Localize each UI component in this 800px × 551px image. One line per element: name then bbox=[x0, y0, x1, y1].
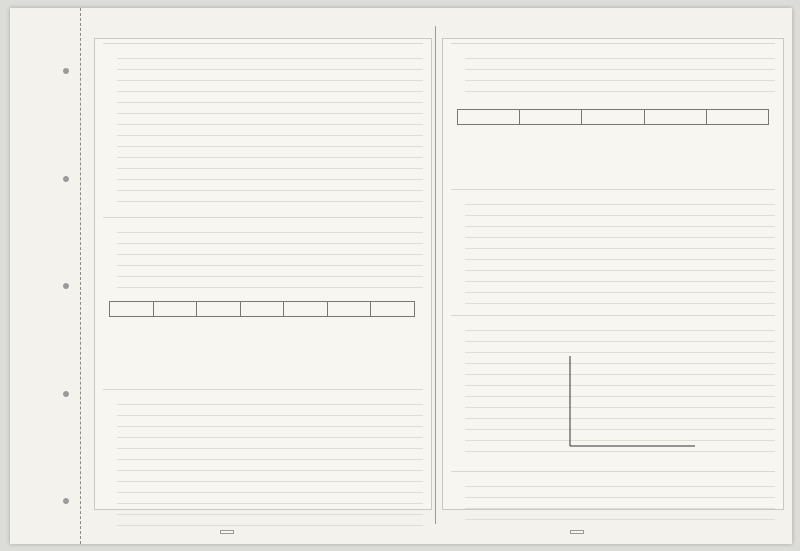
table-header bbox=[582, 110, 644, 125]
binding-dot bbox=[63, 283, 69, 289]
table-header bbox=[458, 110, 520, 125]
table-header-row bbox=[110, 302, 415, 317]
table-header bbox=[706, 110, 768, 125]
left-page bbox=[94, 38, 432, 510]
question-text bbox=[465, 194, 775, 306]
question-block bbox=[451, 471, 775, 532]
binding-dot bbox=[63, 68, 69, 74]
question-block bbox=[103, 43, 423, 214]
table-header bbox=[110, 302, 154, 317]
page-divider bbox=[435, 26, 436, 524]
binding-margin bbox=[10, 8, 81, 544]
binding-dot bbox=[63, 176, 69, 182]
binding-dot bbox=[63, 498, 69, 504]
exam-sheet bbox=[10, 8, 792, 544]
question-text bbox=[117, 222, 423, 294]
question-block bbox=[451, 43, 775, 104]
table-header bbox=[153, 302, 197, 317]
question-text bbox=[465, 476, 775, 528]
binding-holes bbox=[60, 68, 72, 504]
page-footer-right bbox=[570, 530, 584, 534]
question-text bbox=[465, 48, 775, 100]
question-block bbox=[451, 189, 775, 310]
question-text bbox=[117, 394, 423, 526]
table-header bbox=[197, 302, 241, 317]
question-text bbox=[117, 48, 423, 210]
question-block bbox=[103, 217, 423, 298]
table-header-row bbox=[458, 110, 769, 125]
binding-dot bbox=[63, 391, 69, 397]
table-header bbox=[520, 110, 582, 125]
table-header bbox=[327, 302, 371, 317]
line-chart bbox=[550, 351, 700, 461]
page-footer-left bbox=[220, 530, 234, 534]
question-block bbox=[103, 389, 423, 530]
data-table bbox=[457, 109, 769, 125]
data-table bbox=[109, 301, 415, 317]
table-header bbox=[644, 110, 706, 125]
table-header bbox=[240, 302, 284, 317]
table-header bbox=[371, 302, 415, 317]
table-header bbox=[284, 302, 328, 317]
